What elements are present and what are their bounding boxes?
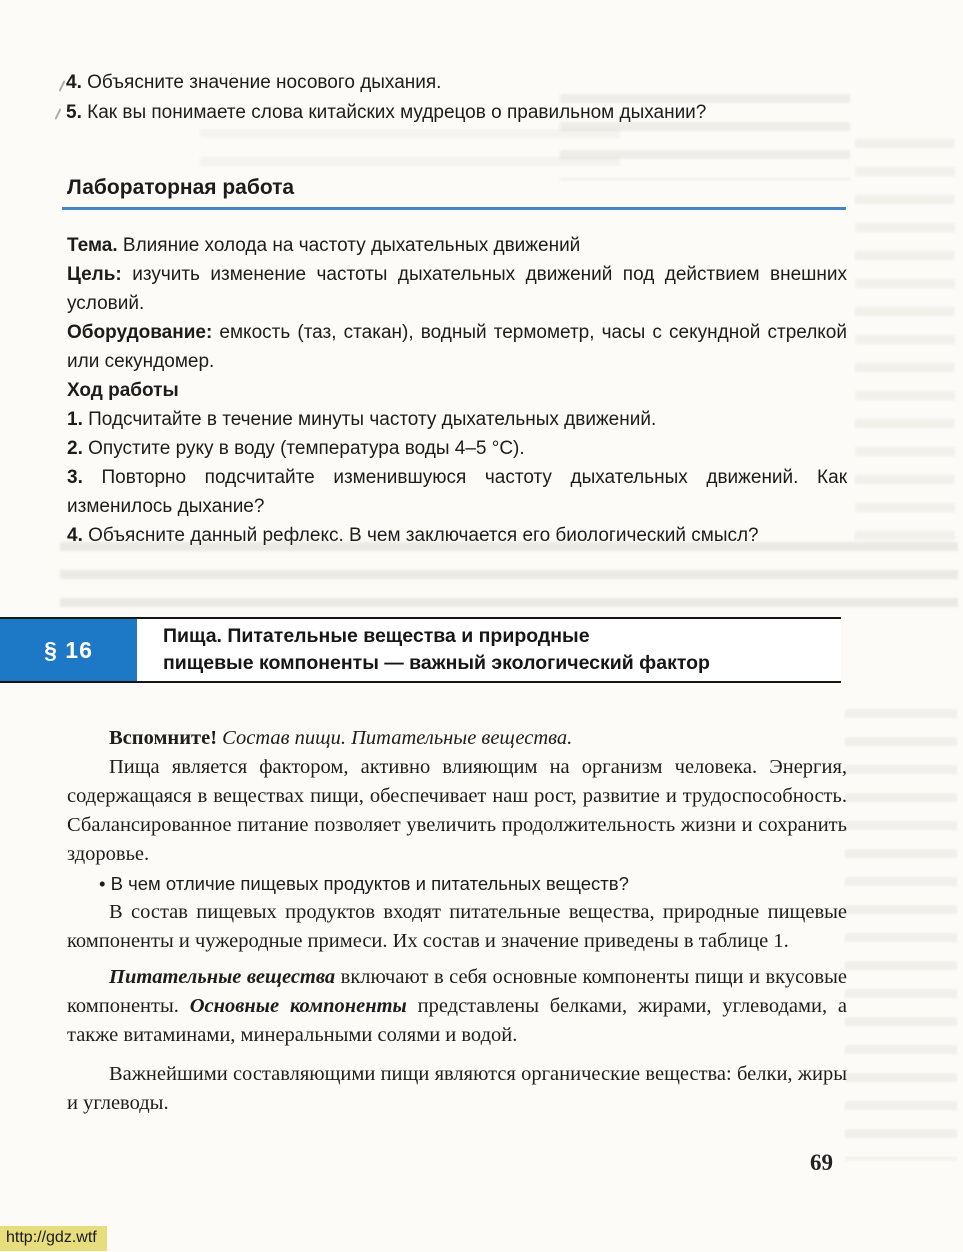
lab-work-heading: Лабораторная работа [67, 176, 295, 199]
step-text: Объясните данный рефлекс. В чем заключается его биологический смысл? [88, 525, 759, 546]
lab-equipment: Оборудование: емкость (таз, стакан), водный термометр, часы с секундной стрелкой или секундомер. [67, 322, 847, 372]
lab-topic: Тема. Влияние холода на частоту дыхательных движений [67, 235, 581, 256]
lab-step [67, 434, 847, 463]
lab-work-body [67, 231, 847, 550]
step-text: Опустите руку в воду (температура воды 4–5 °С). [88, 438, 525, 459]
lab-goal-label: Цель: [67, 264, 122, 285]
heading-underline [62, 207, 846, 210]
paragraph: Важнейшими составляющими пищи являются органические вещества: белки, жиры и углеводы. [67, 1063, 847, 1114]
section-title-line1: Пища. Питательные вещества и природные [163, 625, 590, 647]
paragraph: Питательные вещества включают в себя основные компоненты пищи и вкусовые компоненты. Основные компоненты представлены белками, жирами, углеводами, а также витаминами, минеральными солями и водой. [67, 966, 848, 1046]
page-number: 69 [810, 1150, 833, 1175]
paragraph: Пища является фактором, активно влияющим на организм человека. Энергия, содержащаяся в веществах пищи, обеспечивает наш рост, развитие и трудоспособность. Сбалансированное питание позволяет увеличить продолжительность жизни и сохранить здоровье. [67, 756, 847, 865]
step-number: 2. [67, 438, 83, 459]
pencil-mark-icon [54, 108, 61, 120]
watermark-url: http://gdz.wtf [0, 1226, 107, 1251]
section-body [67, 724, 847, 1118]
pencil-mark-icon [58, 80, 65, 92]
remember-topics: Состав пищи. Питательные вещества. [222, 727, 573, 749]
lab-topic-label: Тема. [67, 235, 118, 256]
step-number: 3. [67, 467, 83, 488]
lab-equipment-label: Оборудование: [67, 322, 213, 343]
question-number: 4. [66, 72, 82, 93]
term-nutrients: Питательные вещества [109, 966, 336, 988]
lab-step [67, 405, 847, 434]
question-text: Объясните значение носового дыхания. [87, 72, 442, 93]
question-number: 5. [66, 102, 82, 123]
section-title-line2: пищевые компоненты — важный экологический фактор [163, 652, 710, 674]
step-text: Повторно подсчитайте изменившуюся частоту дыхательных движений. Как изменилось дыхание? [67, 467, 848, 517]
inline-question-text: В чем отличие пищевых продуктов и питательных веществ? [110, 873, 629, 894]
bleedthrough-ghost [845, 700, 957, 1160]
bleedthrough-ghost [200, 120, 620, 180]
bullet-marker: • [99, 873, 106, 894]
step-number: 1. [67, 409, 83, 430]
question-item [66, 98, 852, 128]
lab-step [67, 521, 847, 550]
lab-goal: Цель: изучить изменение частоты дыхательных движений под действием внешних условий. [67, 264, 847, 314]
question-text: Как вы понимаете слова китайских мудрецов о правильном дыхании? [87, 102, 707, 123]
remember-label: Вспомните! [109, 727, 218, 749]
inline-question [67, 869, 847, 898]
lab-steps-heading: Ход работы [67, 380, 179, 401]
paragraph: В состав пищевых продуктов входят питательные вещества, природные пищевые компоненты и чужеродные примеси. Их состав и значение приведены в таблице 1. [67, 901, 847, 952]
section-number-badge: § 16 [0, 619, 137, 681]
remember-line [67, 724, 847, 753]
step-text: Подсчитайте в течение минуты частоту дыхательных движений. [88, 409, 657, 430]
bleedthrough-ghost [855, 130, 955, 550]
question-item [66, 68, 852, 98]
lab-step [67, 463, 847, 521]
questions-list [66, 68, 852, 128]
section-header-band [0, 617, 841, 683]
term-main-components: Основные компоненты [189, 995, 407, 1017]
step-number: 4. [67, 525, 83, 546]
section-title [137, 619, 710, 681]
